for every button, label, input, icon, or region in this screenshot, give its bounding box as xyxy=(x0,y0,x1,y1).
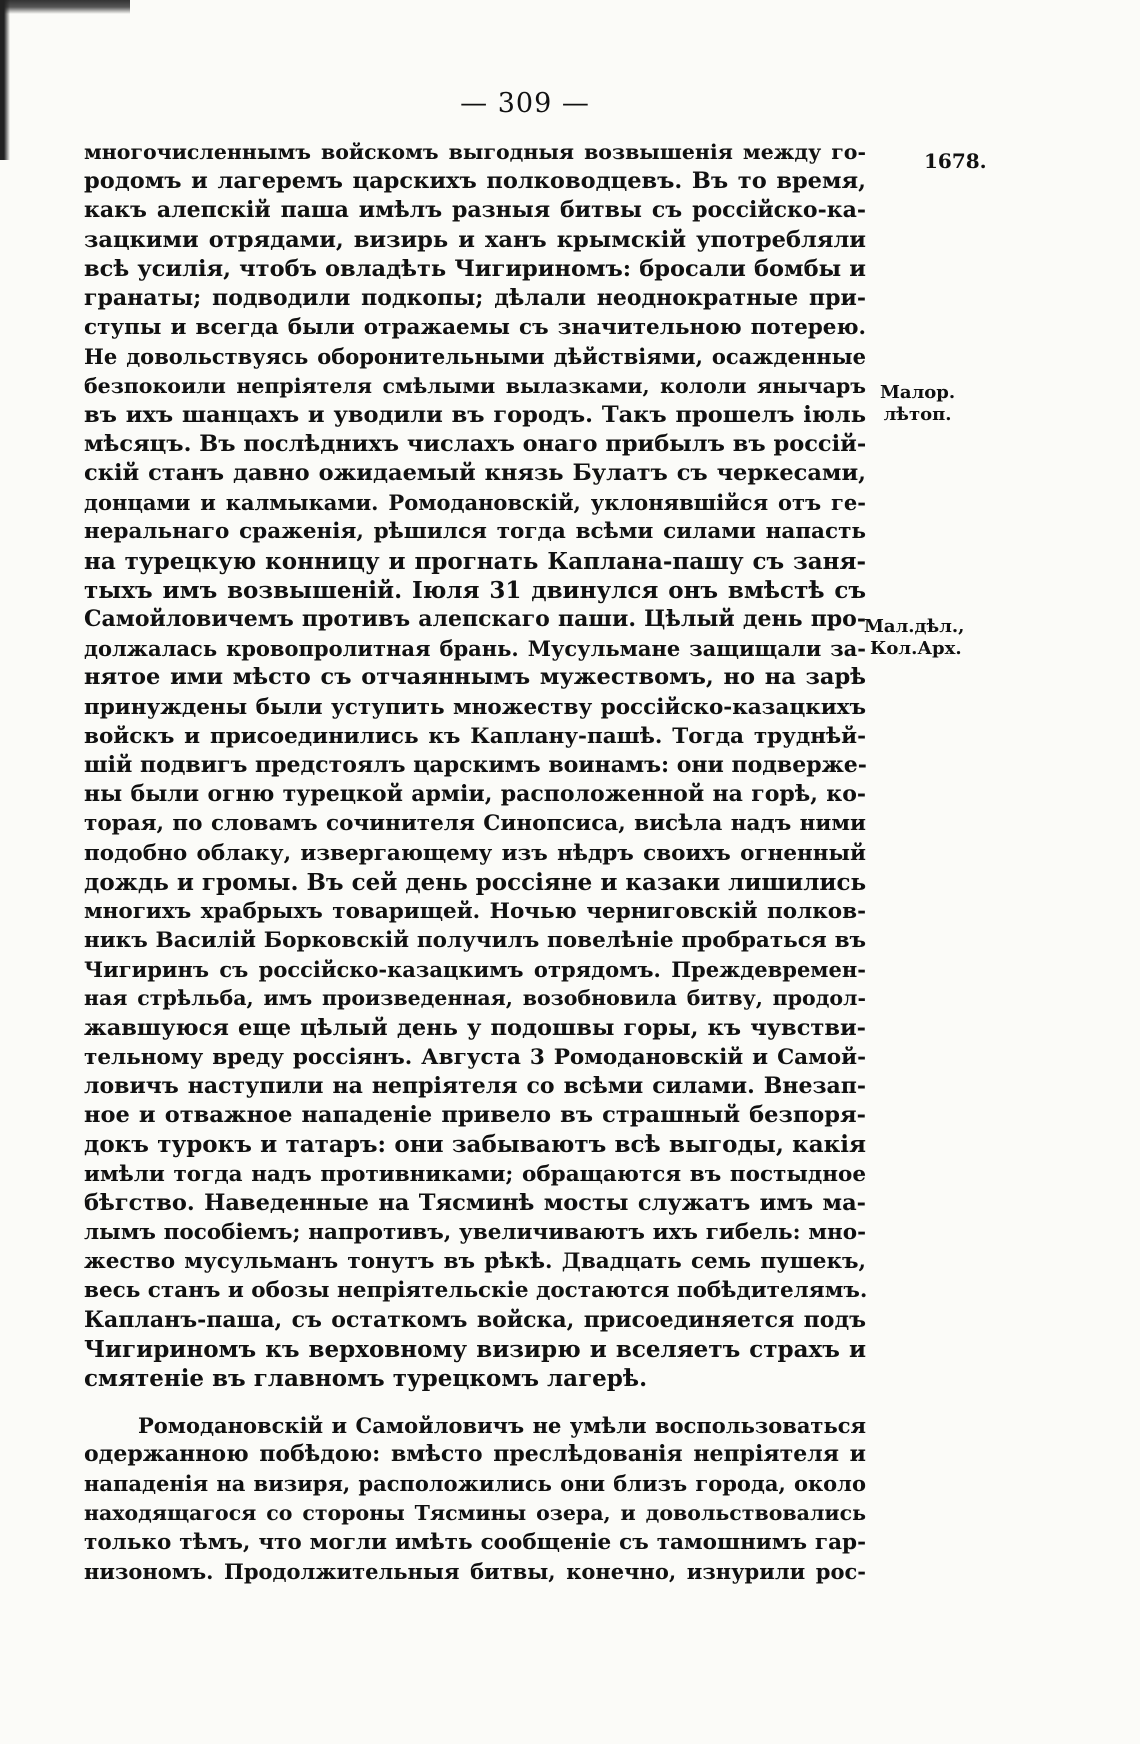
text-line: донцами и калмыками. Ромодановскій, уклонявшійся отъ ге- xyxy=(84,490,866,516)
text-line: безпокоили непріятеля смѣлыми вылазками, кололи янычаръ xyxy=(84,373,866,398)
text-line: бѣгство. Наведенные на Тясминѣ мосты служатъ имъ ма- xyxy=(84,1189,866,1216)
text-line: родомъ и лагеремъ царскихъ полководцевъ. Въ то время, xyxy=(84,168,866,195)
text-line: тыхъ имъ возвышеній. Іюля 31 двинулся онъ вмѣстѣ съ xyxy=(84,576,866,604)
text-line: торая, по словамъ сочинителя Синопсиса, висѣла надъ ними xyxy=(84,811,866,837)
text-line: жавшуюся еще цѣлый день у подошвы горы, къ чувстви- xyxy=(84,1014,866,1041)
text-body xyxy=(84,138,866,1586)
margin-note-maldel xyxy=(864,616,964,660)
text-line: подобно облаку, извергающему изъ нѣдръ своихъ огненный xyxy=(84,840,866,866)
text-line: нападенія на визиря, расположились они близъ города, около xyxy=(84,1471,866,1497)
text-line: нятое ими мѣсто съ отчаяннымъ мужествомъ, но на зарѣ xyxy=(84,664,866,691)
margin-note-malor xyxy=(880,382,955,426)
scan-artifact-corner xyxy=(0,0,130,14)
text-line: ное и отважное нападеніе привело въ страшный безпоря- xyxy=(84,1102,866,1129)
text-line: смятеніе въ главномъ турецкомъ лагерѣ. xyxy=(84,1364,648,1392)
margin-note-maldel-line-1: Мал.дѣл., xyxy=(864,616,965,637)
text-line: войскъ и присоединились къ Каплану-пашѣ. Тогда труднѣй- xyxy=(84,723,866,749)
text-line: одержанною побѣдою: вмѣсто преслѣдованія непріятеля и xyxy=(84,1441,866,1468)
text-line: дождь и громы. Въ сей день россіяне и казаки лишились xyxy=(84,868,867,896)
margin-note-malor-line-1: Малор. xyxy=(880,382,956,403)
text-line: Чигириномъ къ верховному визирю и вселяетъ страхъ и xyxy=(84,1335,866,1363)
text-line: имѣли тогда надъ противниками; обращаются въ постыдное xyxy=(84,1161,866,1187)
margin-note-year: 1678. xyxy=(924,149,987,173)
text-line: только тѣмъ, что могли имѣть сообщеніе съ тамошнимъ гар- xyxy=(84,1529,866,1555)
text-line: скій станъ давно ожидаемый князь Булатъ съ черкесами, xyxy=(84,460,866,487)
text-line: низономъ. Продолжительныя битвы, конечно, изнурили рос- xyxy=(84,1559,866,1584)
text-line: Чигиринъ съ россійско-казацкимъ отрядомъ. Преждевремен- xyxy=(84,957,866,983)
text-line: зацкими отрядами, визирь и ханъ крымскій употребляли xyxy=(84,226,866,253)
text-line: гранаты; подводили подкопы; дѣлали неоднократные при- xyxy=(84,284,866,311)
page-number: — 309 — xyxy=(460,88,590,119)
text-line: Самойловичемъ противъ алепскаго паши. Цѣлый день про- xyxy=(84,606,866,632)
text-line: весь станъ и обозы непріятельскіе достаются побѣдителямъ. xyxy=(84,1278,868,1304)
text-line: на турецкую конницу и прогнать Каплана-пашу съ заня- xyxy=(84,547,866,575)
text-line: должалась кровопролитная брань. Мусульмане защищали за- xyxy=(84,636,866,662)
text-line: никъ Василій Борковскій получилъ повелѣніе пробраться въ xyxy=(84,928,866,954)
text-line: Капланъ-паша, съ остаткомъ войска, присоединяется подъ xyxy=(84,1306,866,1333)
text-line: принуждены были уступить множеству россійско-казацкихъ xyxy=(84,694,866,720)
text-line: мѣсяцъ. Въ послѣднихъ числахъ онаго прибылъ въ россій- xyxy=(84,430,867,457)
text-line: Ромодановскій и Самойловичъ не умѣли воспользоваться xyxy=(138,1413,866,1439)
margin-note-malor-line-2: лѣтоп. xyxy=(883,404,952,425)
text-line: находящагося со стороны Тясмины озера, и довольствовались xyxy=(84,1500,866,1525)
text-line: какъ алепскій паша имѣлъ разныя битвы съ россійско-ка- xyxy=(84,197,866,224)
scan-artifact-edge xyxy=(0,0,10,160)
paragraph-1 xyxy=(84,138,866,1393)
text-line: многочисленнымъ войскомъ выгодныя возвышенія между го- xyxy=(84,140,866,164)
text-line: ная стрѣльба, имъ произведенная, возобновила битву, продол- xyxy=(84,986,866,1011)
text-line: Не довольствуясь оборонительными дѣйствіями, осажденные xyxy=(84,344,866,370)
paragraph-2 xyxy=(84,1411,866,1586)
text-line: всѣ усилія, чтобъ овладѣть Чигириномъ: бросали бомбы и xyxy=(84,255,866,282)
text-line: тельному вреду россіянъ. Августа 3 Ромодановскій и Самой- xyxy=(84,1044,866,1070)
text-line: многихъ храбрыхъ товарищей. Ночью черниговскій полков- xyxy=(84,898,866,924)
text-line: ступы и всегда были отражаемы съ значительною потерею. xyxy=(84,315,866,341)
margin-note-maldel-line-2: Кол.Арх. xyxy=(870,638,962,659)
text-line: ловичъ наступили на непріятеля со всѣми силами. Внезап- xyxy=(84,1073,866,1099)
text-line: докъ турокъ и татаръ: они забываютъ всѣ выгоды, какія xyxy=(84,1131,866,1159)
text-line: неральнаго сраженія, рѣшился тогда всѣми силами напасть xyxy=(84,519,866,545)
text-line: ны были огню турецкой арміи, расположенной на горѣ, ко- xyxy=(84,781,866,808)
text-line: жество мусульманъ тонутъ въ рѣкѣ. Двадцать семь пушекъ, xyxy=(84,1249,866,1275)
text-line: въ ихъ шанцахъ и уводили въ городъ. Такъ прошелъ іюль xyxy=(84,401,866,428)
text-line: лымъ пособіемъ; напротивъ, увеличиваютъ ихъ гибель: мно- xyxy=(84,1219,866,1245)
text-line: шій подвигъ предстоялъ царскимъ воинамъ: они подверже- xyxy=(84,751,867,778)
